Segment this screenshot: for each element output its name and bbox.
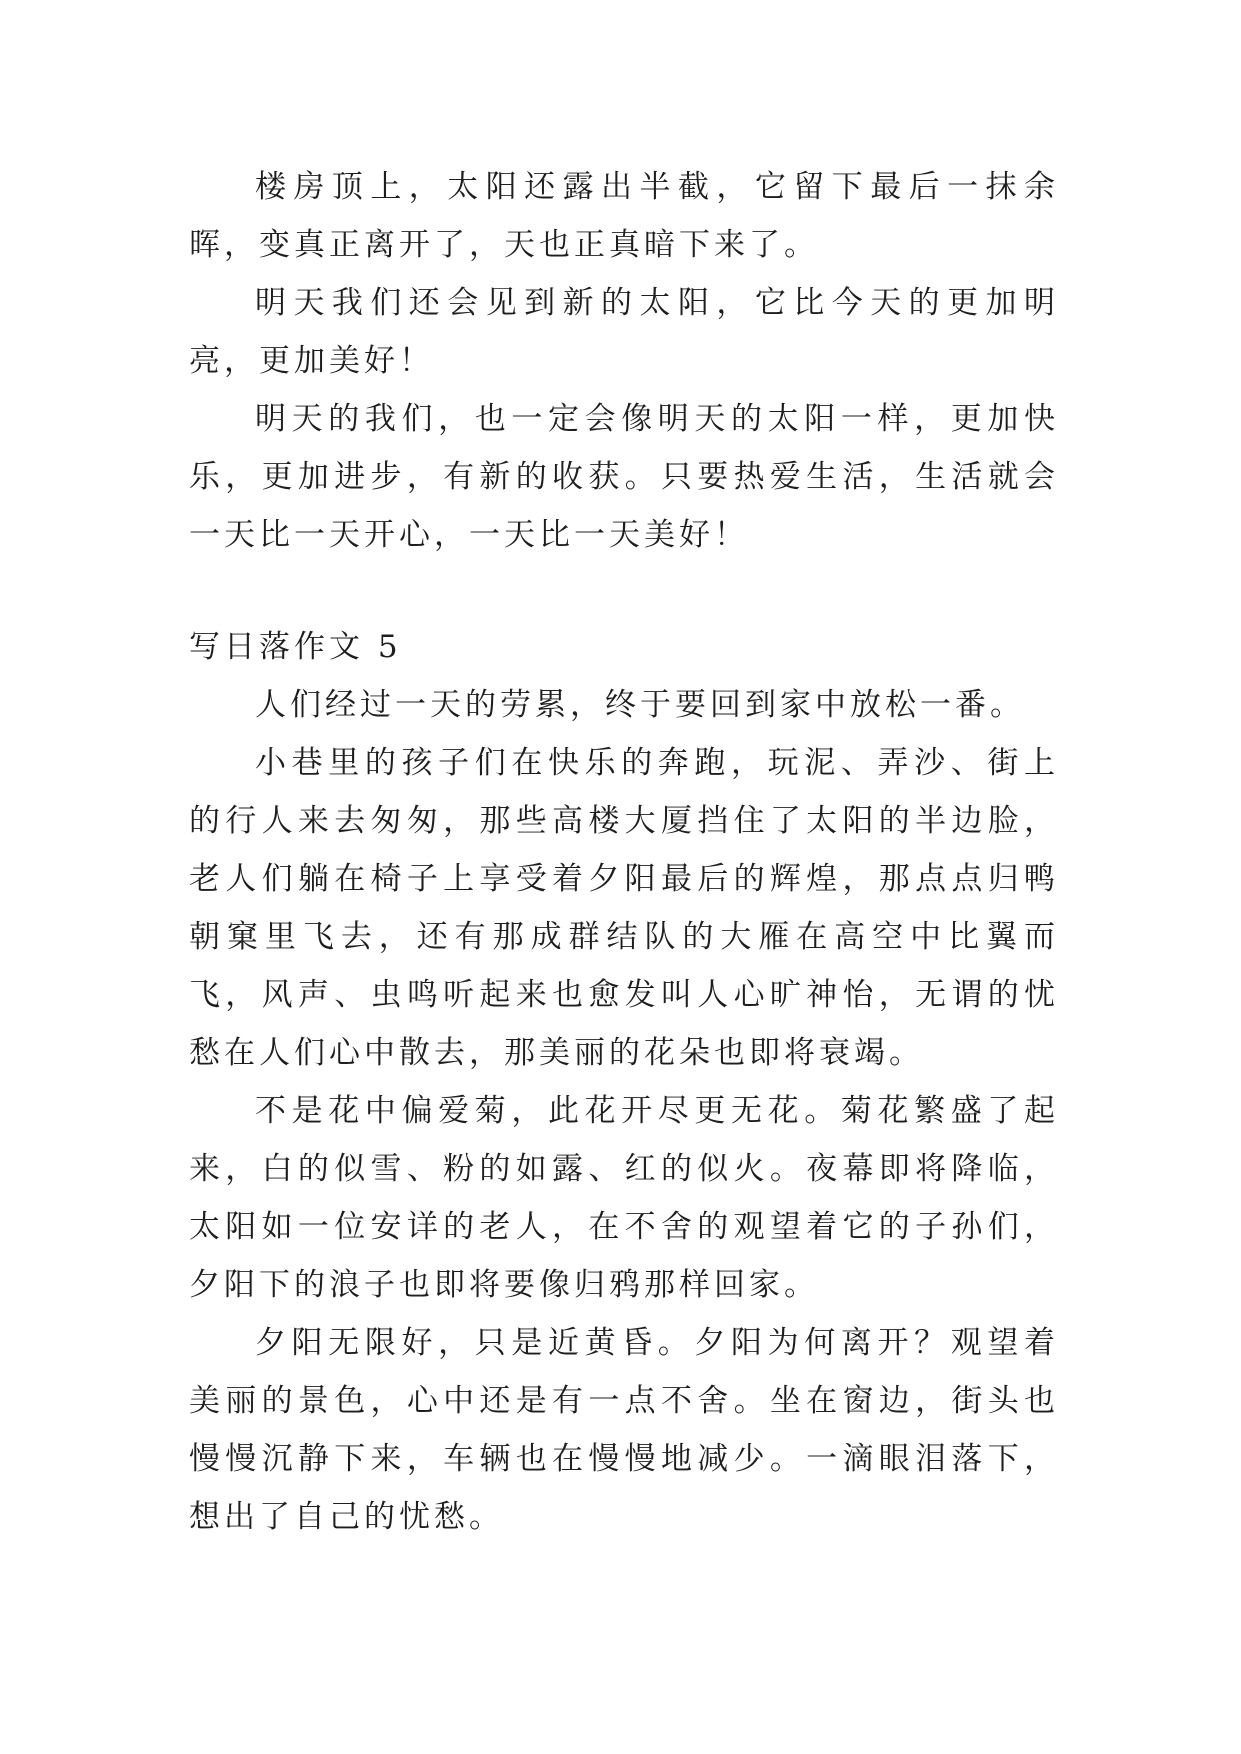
section-title: 写日落作文 5 [189, 629, 402, 665]
paragraph-alley-scene: 小巷里的孩子们在快乐的奔跑，玩泥、弄沙、街上的行人来去匆匆，那些高楼大厦挡住了太阳的半边脸，老人们躺在椅子上享受着夕阳最后的辉煌，那点点归鸭朝窠里飞去，还有那成群结队的大雁在高空中比翼而飞，风声、虫鸣听起来也愈发叫人心旷神怡，无谓的忧愁在人们心中散去，那美丽的花朵也即将衰竭。 [189, 745, 1059, 1071]
paragraph-chrysanthemum: 不是花中偏爱菊，此花开尽更无花。菊花繁盛了起来，白的似雪、粉的如露、红的似火。夜幕即将降临，太阳如一位安详的老人，在不舍的观望着它的子孙们，夕阳下的浪子也即将要像归鸦那样回家。 [189, 1093, 1059, 1303]
paragraph-sunset-last-glow: 楼房顶上，太阳还露出半截，它留下最后一抹余晖，变真正离开了，天也正真暗下来了。 [189, 169, 1059, 263]
paragraph-new-sun-tomorrow: 明天我们还会见到新的太阳，它比今天的更加明亮，更加美好！ [189, 285, 1059, 379]
paragraph-dusk-sorrow: 夕阳无限好，只是近黄昏。夕阳为何离开？观望着美丽的景色，心中还是有一点不舍。坐在窗边，街头也慢慢沉静下来，车辆也在慢慢地减少。一滴眼泪落下，想出了自己的忧愁。 [189, 1325, 1059, 1535]
document-page [189, 158, 1059, 1546]
paragraph-love-life: 明天的我们，也一定会像明天的太阳一样，更加快乐，更加进步，有新的收获。只要热爱生活，生活就会一天比一天开心，一天比一天美好！ [189, 401, 1059, 553]
paragraph-after-work: 人们经过一天的劳累，终于要回到家中放松一番。 [255, 687, 1025, 723]
